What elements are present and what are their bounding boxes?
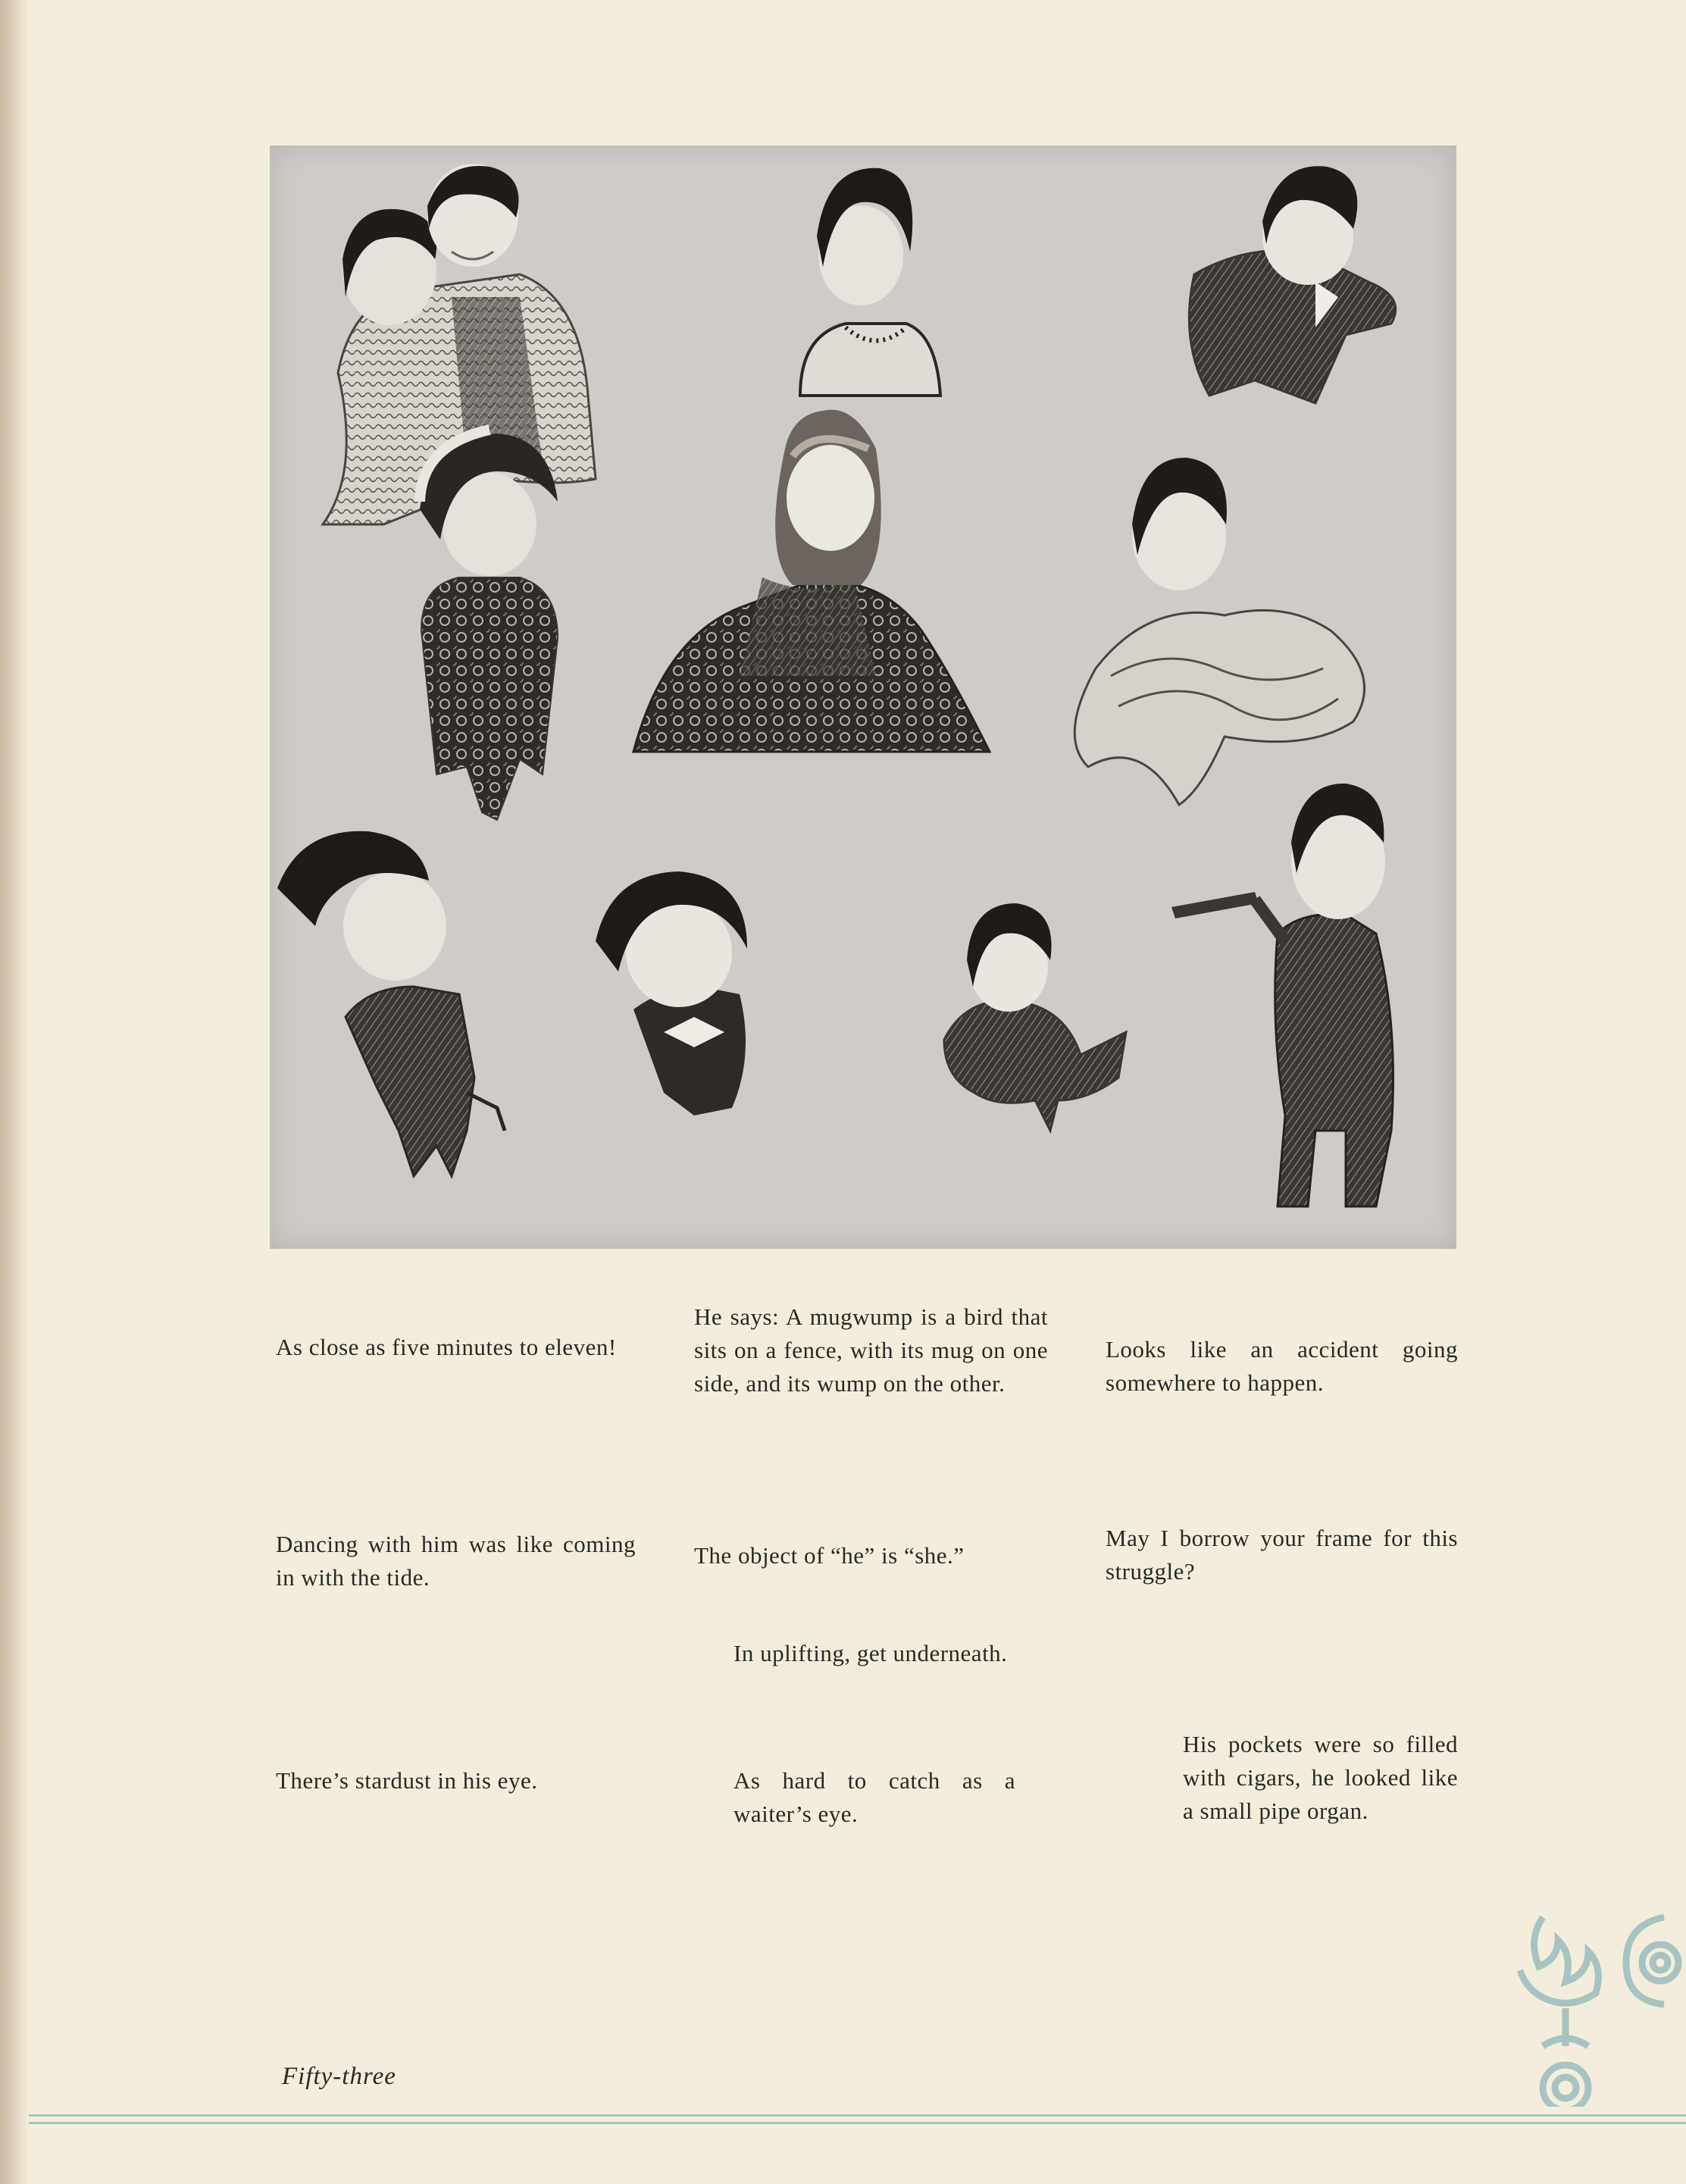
bottom-rule-upper — [29, 2114, 1686, 2117]
bonnet-girl-figure — [420, 430, 558, 820]
bowtie-boy-figure — [596, 871, 747, 1115]
photo-collage — [270, 145, 1456, 1249]
collage-illustration — [270, 145, 1456, 1249]
drapery-boy-figure — [1074, 458, 1364, 805]
page-binding-edge — [0, 0, 29, 2184]
caption-stardust: There’s stardust in his eye. — [276, 1767, 538, 1794]
bird-girl-figure — [944, 903, 1126, 1131]
flourish-ornament — [1512, 1895, 1686, 2107]
necklace-lady-figure — [800, 168, 940, 396]
caption-accident: Looks like an accident going somewhere to happen. — [1106, 1336, 1458, 1396]
caption-waiter-eye: As hard to catch as a waiter’s eye. — [734, 1767, 1015, 1827]
jacket-boy-figure — [1189, 166, 1395, 403]
uniform-boy-figure — [277, 831, 505, 1176]
caption-five-minutes: As close as five minutes to eleven! — [276, 1334, 617, 1360]
gown-lady-figure — [633, 410, 990, 752]
caption-dancing-tide: Dancing with him was like coming in with the tide. — [276, 1531, 636, 1591]
caption-pipe-organ: His pockets were so filled with cigars, he looked like a small pipe organ. — [1183, 1731, 1458, 1824]
caption-borrow-frame: May I borrow your frame for this struggle? — [1106, 1525, 1458, 1585]
caption-object-he-she: The object of “he” is “she.” — [694, 1542, 965, 1569]
caption-mugwump: He says: A mugwump is a bird that sits on a fence, with its mug on one side, and its wump on the other. — [694, 1303, 1048, 1397]
cigar-man-figure — [1171, 784, 1394, 1206]
caption-uplifting: In uplifting, get underneath. — [734, 1640, 1008, 1666]
page-number: Fifty-three — [282, 2063, 396, 2090]
bottom-rule-lower — [29, 2122, 1686, 2124]
